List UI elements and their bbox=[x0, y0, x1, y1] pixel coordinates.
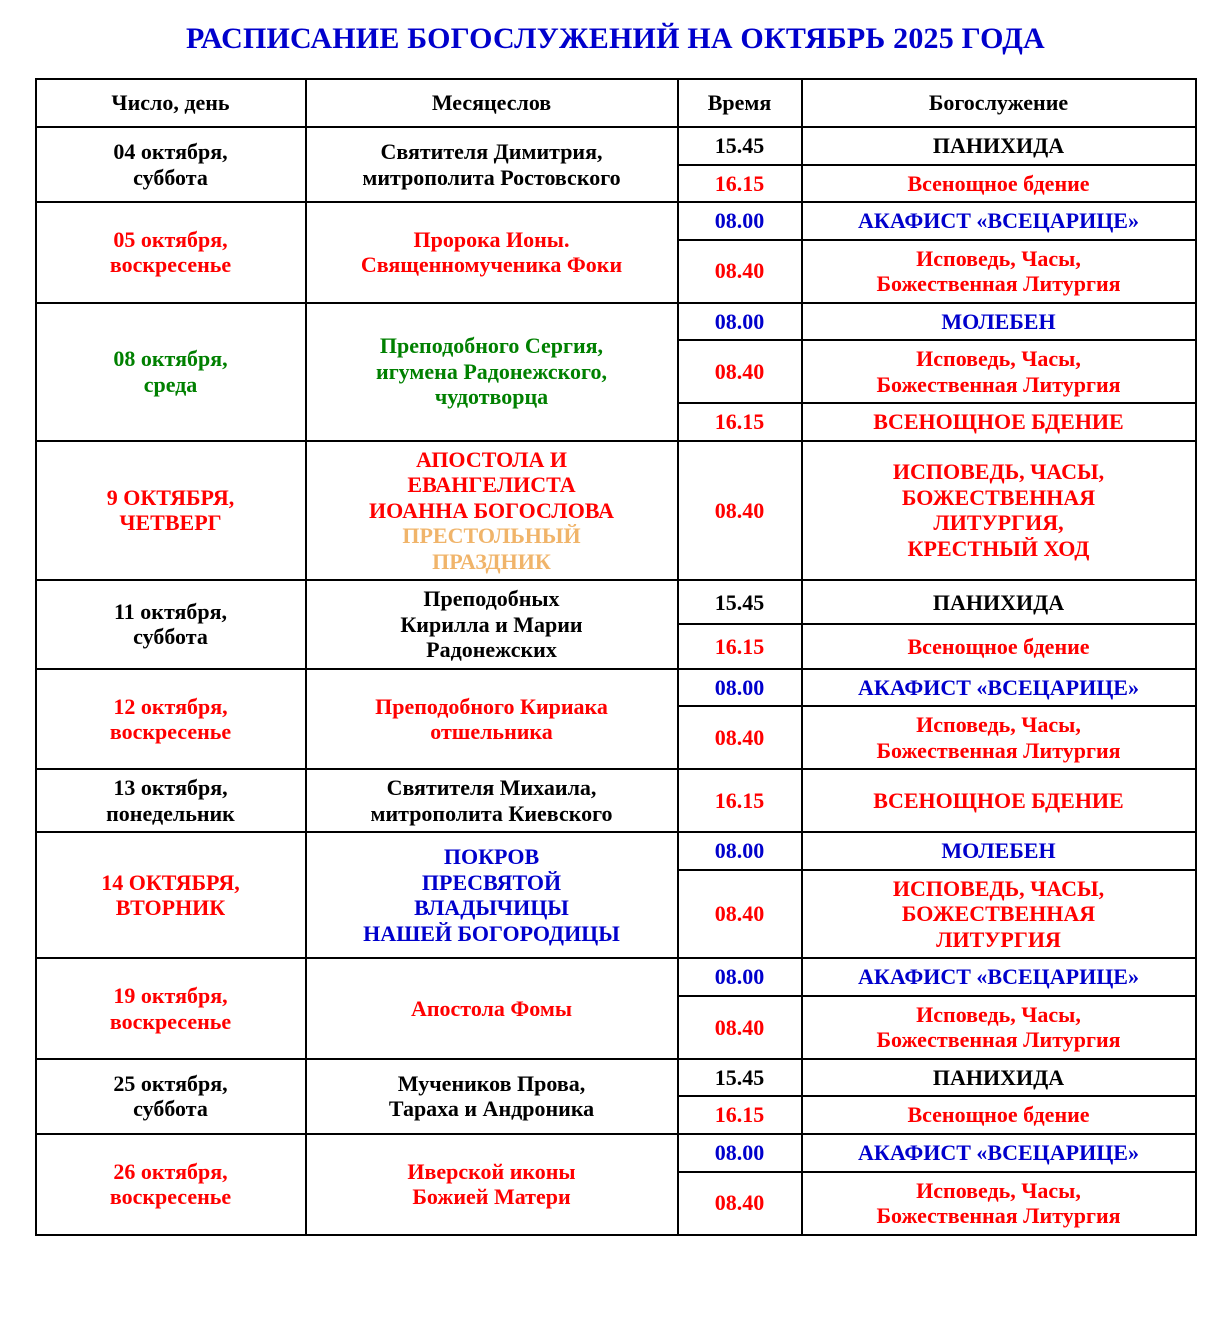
cell-saint bbox=[306, 832, 678, 958]
text-line: АКАФИСТ «ВСЕЦАРИЦЕ» bbox=[858, 964, 1139, 990]
text-line: Священномученика Фоки bbox=[360, 252, 623, 278]
cell-service bbox=[802, 340, 1196, 403]
text-line: АКАФИСТ «ВСЕЦАРИЦЕ» bbox=[858, 208, 1139, 234]
text-line: ПАНИХИДА bbox=[932, 1064, 1065, 1090]
text-line: ИОАННА БОГОСЛОВА bbox=[369, 497, 614, 523]
cell-service bbox=[802, 1059, 1196, 1097]
cell-saint bbox=[306, 769, 678, 832]
cell-service bbox=[802, 303, 1196, 341]
text-line: Святителя Михаила, bbox=[386, 775, 597, 801]
cell-time: 08.40 bbox=[678, 240, 802, 303]
text-line: ЕВАНГЕЛИСТА bbox=[407, 472, 576, 498]
table-body bbox=[36, 127, 1196, 1235]
cell-date bbox=[36, 441, 306, 581]
text-line: воскресенье bbox=[109, 1008, 232, 1034]
cell-saint bbox=[306, 441, 678, 581]
cell-time: 16.15 bbox=[678, 624, 802, 668]
cell-saint bbox=[306, 958, 678, 1059]
text-line: Иверской иконы bbox=[407, 1158, 576, 1184]
cell-time: 16.15 bbox=[678, 1096, 802, 1134]
cell-service bbox=[802, 706, 1196, 769]
cell-date bbox=[36, 958, 306, 1059]
text-line: Всенощное бдение bbox=[907, 1102, 1090, 1128]
cell-time: 08.40 bbox=[678, 996, 802, 1059]
page-title: РАСПИСАНИЕ БОГОСЛУЖЕНИЙ НА ОКТЯБРЬ 2025 ГОДА bbox=[186, 22, 1045, 55]
cell-date bbox=[36, 1059, 306, 1134]
text-line: БОЖЕСТВЕННАЯ bbox=[901, 484, 1096, 510]
cell-time: 08.40 bbox=[678, 706, 802, 769]
text-line: ВЛАДЫЧИЦЫ bbox=[414, 895, 569, 921]
text-line: Кирилла и Марии bbox=[400, 611, 583, 637]
table-row bbox=[36, 769, 1196, 832]
text-line: суббота bbox=[133, 1096, 208, 1122]
cell-service bbox=[802, 1172, 1196, 1235]
text-line: НАШЕЙ БОГОРОДИЦЫ bbox=[363, 920, 620, 946]
text-line: ПОКРОВ bbox=[443, 844, 540, 870]
text-line: 14 ОКТЯБРЯ, bbox=[101, 869, 240, 895]
cell-service bbox=[802, 165, 1196, 203]
cell-service bbox=[802, 441, 1196, 581]
cell-time: 08.00 bbox=[678, 832, 802, 870]
text-line: ПАНИХИДА bbox=[932, 589, 1065, 615]
text-line: отшельника bbox=[430, 719, 553, 745]
cell-time: 08.40 bbox=[678, 340, 802, 403]
cell-saint bbox=[306, 669, 678, 770]
cell-time: 16.15 bbox=[678, 769, 802, 832]
text-line: митрополита Ростовского bbox=[362, 164, 621, 190]
cell-time: 08.00 bbox=[678, 202, 802, 240]
cell-time: 08.00 bbox=[678, 303, 802, 341]
text-line: ПРАЗДНИК bbox=[432, 548, 551, 574]
table-row bbox=[36, 958, 1196, 996]
table-row bbox=[36, 127, 1196, 165]
schedule-table bbox=[35, 78, 1197, 1236]
text-line: АКАФИСТ «ВСЕЦАРИЦЕ» bbox=[858, 674, 1139, 700]
text-line: ЧЕТВЕРГ bbox=[119, 510, 222, 536]
text-line: воскресенье bbox=[109, 719, 232, 745]
cell-saint bbox=[306, 127, 678, 202]
text-line: Пророка Ионы. bbox=[413, 226, 570, 252]
text-line: 11 октября, bbox=[113, 598, 228, 624]
text-line: Мучеников Прова, bbox=[397, 1070, 586, 1096]
text-line: 9 ОКТЯБРЯ, bbox=[106, 484, 235, 510]
text-line: Исповедь, Часы, bbox=[916, 1001, 1081, 1027]
text-line: АКАФИСТ «ВСЕЦАРИЦЕ» bbox=[858, 1139, 1139, 1165]
cell-service bbox=[802, 624, 1196, 668]
table-row bbox=[36, 202, 1196, 240]
cell-time: 15.45 bbox=[678, 127, 802, 165]
cell-service bbox=[802, 1096, 1196, 1134]
cell-service bbox=[802, 580, 1196, 624]
column-header-service: Богослужение bbox=[802, 79, 1196, 127]
cell-service bbox=[802, 669, 1196, 707]
text-line: 19 октября, bbox=[113, 983, 228, 1009]
cell-service bbox=[802, 996, 1196, 1059]
text-line: Святителя Димитрия, bbox=[380, 139, 603, 164]
text-line: Исповедь, Часы, bbox=[916, 712, 1081, 738]
table-row bbox=[36, 832, 1196, 870]
cell-service bbox=[802, 127, 1196, 165]
column-header-saint: Месяцеслов bbox=[306, 79, 678, 127]
cell-service bbox=[802, 240, 1196, 303]
text-line: Радонежских bbox=[426, 637, 557, 663]
text-line: ВТОРНИК bbox=[115, 895, 226, 921]
cell-service bbox=[802, 832, 1196, 870]
cell-time: 08.00 bbox=[678, 669, 802, 707]
text-line: МОЛЕБЕН bbox=[941, 308, 1056, 334]
text-line: ЛИТУРГИЯ, bbox=[933, 510, 1064, 536]
cell-date bbox=[36, 832, 306, 958]
text-line: БОЖЕСТВЕННАЯ bbox=[901, 901, 1096, 927]
text-line: ПАНИХИДА bbox=[932, 133, 1065, 158]
cell-time: 08.40 bbox=[678, 870, 802, 959]
text-line: ВСЕНОЩНОЕ БДЕНИЕ bbox=[873, 409, 1124, 435]
text-line: ПРЕСВЯТОЙ bbox=[421, 869, 562, 895]
text-line: Исповедь, Часы, bbox=[916, 346, 1081, 372]
cell-time: 15.45 bbox=[678, 1059, 802, 1097]
cell-date bbox=[36, 669, 306, 770]
table-header bbox=[36, 79, 1196, 127]
text-line: Исповедь, Часы, bbox=[916, 245, 1081, 271]
text-line: Преподобных bbox=[423, 586, 560, 612]
text-line: Преподобного Сергия, bbox=[379, 333, 604, 359]
table-row bbox=[36, 669, 1196, 707]
cell-time: 08.00 bbox=[678, 958, 802, 996]
text-line: игумена Радонежского, bbox=[376, 358, 607, 384]
text-line: 05 октября, bbox=[113, 226, 228, 252]
text-line: МОЛЕБЕН bbox=[941, 838, 1056, 864]
table-row bbox=[36, 1059, 1196, 1097]
text-line: Божественная Литургия bbox=[876, 1203, 1121, 1229]
text-line: суббота bbox=[133, 624, 208, 650]
text-line: 04 октября, bbox=[113, 139, 228, 164]
text-line: 25 октября, bbox=[113, 1070, 228, 1096]
cell-time: 08.40 bbox=[678, 1172, 802, 1235]
text-line: Божественная Литургия bbox=[876, 371, 1121, 397]
cell-saint bbox=[306, 202, 678, 303]
cell-date bbox=[36, 303, 306, 441]
text-line: 12 октября, bbox=[113, 693, 228, 719]
cell-saint bbox=[306, 303, 678, 441]
text-line: суббота bbox=[133, 164, 208, 190]
text-line: Божественная Литургия bbox=[876, 1027, 1121, 1053]
text-line: 08 октября, bbox=[113, 346, 228, 372]
text-line: Преподобного Кириака bbox=[375, 693, 608, 719]
cell-service bbox=[802, 1134, 1196, 1172]
text-line: ИСПОВЕДЬ, ЧАСЫ, bbox=[892, 875, 1105, 901]
cell-service bbox=[802, 403, 1196, 441]
text-line: Божией Матери bbox=[412, 1184, 571, 1210]
text-line: среда bbox=[143, 371, 198, 397]
text-line: ВСЕНОЩНОЕ БДЕНИЕ bbox=[873, 788, 1124, 814]
cell-time: 15.45 bbox=[678, 580, 802, 624]
table-row bbox=[36, 441, 1196, 581]
cell-saint bbox=[306, 1134, 678, 1235]
text-line: 26 октября, bbox=[113, 1158, 228, 1184]
cell-time: 08.00 bbox=[678, 1134, 802, 1172]
table-header-row bbox=[36, 79, 1196, 127]
text-line: Божественная Литургия bbox=[876, 271, 1121, 297]
cell-saint bbox=[306, 1059, 678, 1134]
text-line: ИСПОВЕДЬ, ЧАСЫ, bbox=[892, 459, 1105, 485]
text-line: Апостола Фомы bbox=[410, 995, 573, 1021]
cell-saint bbox=[306, 580, 678, 669]
text-line: чудотворца bbox=[434, 384, 549, 410]
column-header-time: Время bbox=[678, 79, 802, 127]
cell-saint-extra bbox=[311, 523, 673, 574]
text-line: КРЕСТНЫЙ ХОД bbox=[907, 535, 1090, 561]
cell-time: 08.40 bbox=[678, 441, 802, 581]
cell-date bbox=[36, 1134, 306, 1235]
text-line: понедельник bbox=[106, 800, 235, 826]
cell-time: 16.15 bbox=[678, 165, 802, 203]
text-line: Всенощное бдение bbox=[907, 170, 1090, 196]
text-line: Всенощное бдение bbox=[907, 633, 1090, 659]
table-row bbox=[36, 580, 1196, 624]
column-header-date: Число, день bbox=[36, 79, 306, 127]
cell-date bbox=[36, 580, 306, 669]
text-line: Божественная Литургия bbox=[876, 737, 1121, 763]
text-line: Тараха и Андроника bbox=[388, 1096, 595, 1122]
cell-date bbox=[36, 127, 306, 202]
cell-time: 16.15 bbox=[678, 403, 802, 441]
text-line: АПОСТОЛА И bbox=[415, 446, 567, 472]
text-line: ПРЕСТОЛЬНЫЙ bbox=[402, 523, 581, 549]
text-line: Исповедь, Часы, bbox=[916, 1177, 1081, 1203]
text-line: воскресенье bbox=[109, 1184, 232, 1210]
cell-service bbox=[802, 769, 1196, 832]
cell-service bbox=[802, 870, 1196, 959]
table-row bbox=[36, 1134, 1196, 1172]
text-line: ЛИТУРГИЯ bbox=[936, 926, 1061, 952]
text-line: митрополита Киевского bbox=[370, 800, 613, 826]
cell-date bbox=[36, 769, 306, 832]
table-row bbox=[36, 303, 1196, 341]
cell-date bbox=[36, 202, 306, 303]
cell-service bbox=[802, 958, 1196, 996]
text-line: воскресенье bbox=[109, 252, 232, 278]
text-line: 13 октября, bbox=[113, 775, 228, 801]
cell-service bbox=[802, 202, 1196, 240]
